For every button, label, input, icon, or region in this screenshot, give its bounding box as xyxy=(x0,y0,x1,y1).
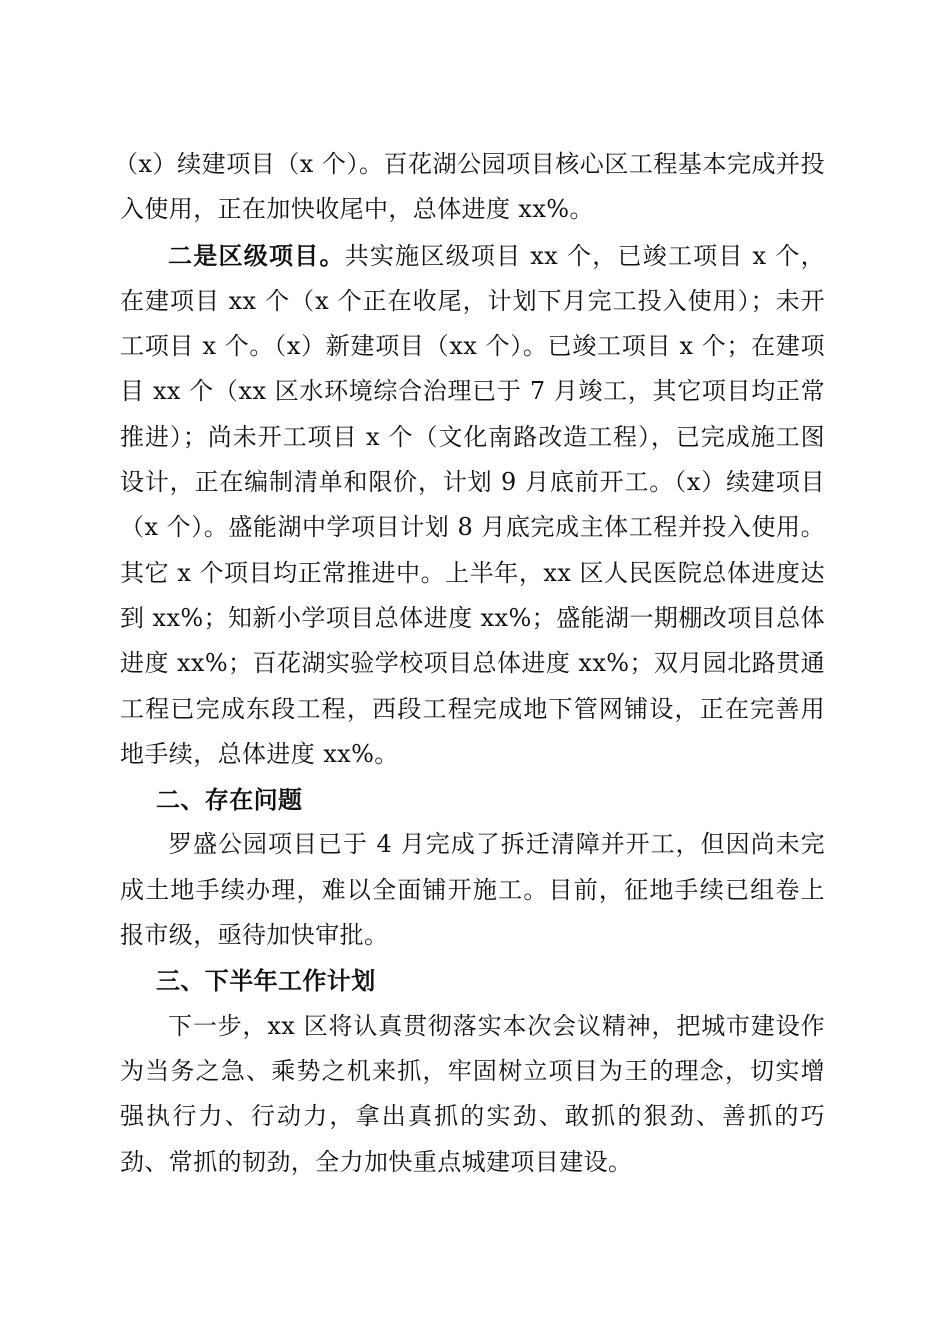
document-body xyxy=(114,142,825,1185)
paragraph-problems: 罗盛公园项目已于 4 月完成了拆迁清障并开工，但因尚未完成土地手续办理，难以全面铺开施工。目前，征地手续已组卷上报市级，亟待加快审批。 xyxy=(120,830,825,950)
paragraph-district-projects xyxy=(120,233,825,778)
paragraph-body: 共实施区级项目 xx 个，已竣工项目 x 个，在建项目 xx 个（x 个正在收尾，计划下月完工投入使用）；未开工项目 x 个。（x）新建项目（xx 个）。已竣工项目 x 个；在建项目 xx 个（xx 区水环境综合治理已于 7 月竣工，其它项目均正常推进）；尚未开工项目 x 个（文化南路改造工程），已完成施工图设计，正在编制清单和限价，计划 9 月底前开工。（x）续建项目（x 个）。盛能湖中学项目计划 8 月底完成主体工程并投入使用。其它 x 个项目均正常推进中。上半年，xx 区人民医院总体进度达到 xx%；知新小学项目总体进度 xx%；盛能湖一期棚改项目总体进度 xx%；百花湖实验学校项目总体进度 xx%；双月园北路贯通工程已完成东段工程，西段工程完成地下管网铺设，正在完善用地手续，总体进度 xx%。 xyxy=(120,241,825,768)
paragraph-plan: 下一步，xx 区将认真贯彻落实本次会议精神，把城市建设作为当务之急、乘势之机来抓，牢固树立项目为王的理念，切实增强执行力、行动力，拿出真抓的实劲、敢抓的狠劲、善抓的巧劲、常抓的韧劲，全力加快重点城建项目建设。 xyxy=(120,1011,825,1176)
paragraph-lead: 二是区级项目。 xyxy=(168,240,345,270)
paragraph-continued-projects: （x）续建项目（x 个）。百花湖公园项目核心区工程基本完成并投入使用，正在加快收尾中，总体进度 xx%。 xyxy=(114,150,825,224)
section-heading-plan: 三、下半年工作计划 xyxy=(156,966,376,996)
section-heading-problems: 二、存在问题 xyxy=(156,785,303,815)
